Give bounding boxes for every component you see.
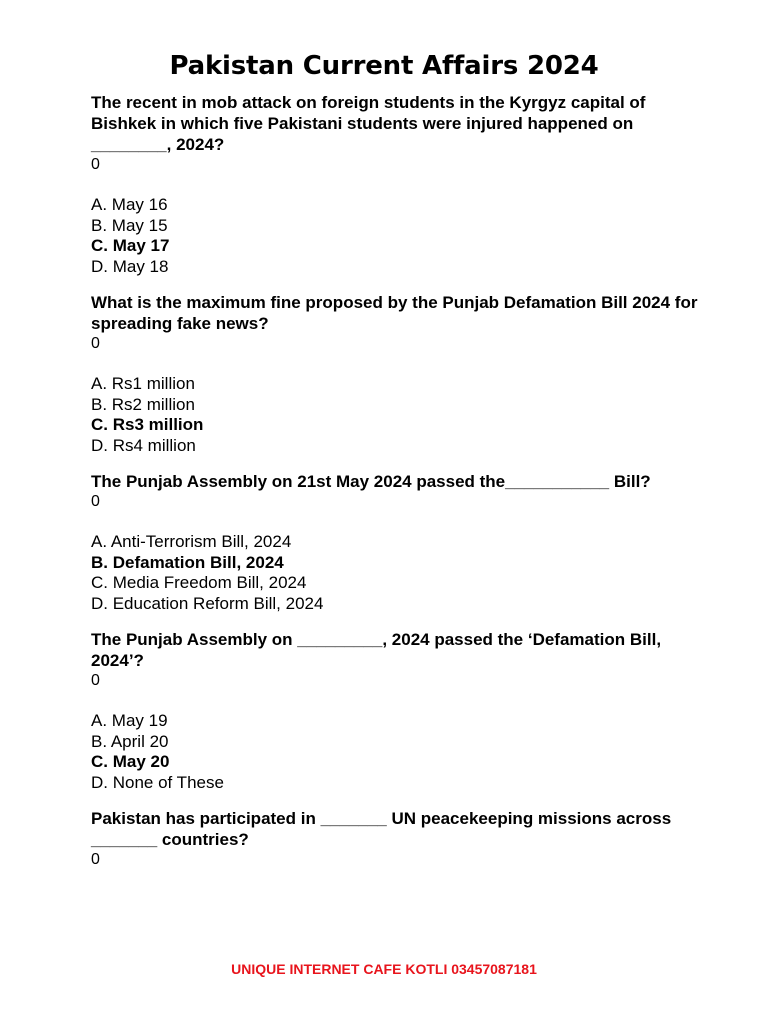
answer-count: 0 <box>91 851 100 868</box>
option-c: C. Media Freedom Bill, 2024 <box>91 573 307 592</box>
option-b-correct: B. Defamation Bill, 2024 <box>91 552 284 572</box>
option-b: B. May 15 <box>91 215 168 235</box>
page-title: Pakistan Current Affairs 2024 <box>169 51 599 81</box>
question-5 <box>91 808 701 870</box>
option-a: A. Anti-Terrorism Bill, 2024 <box>91 532 292 551</box>
answer-count: 0 <box>91 672 100 689</box>
footer-contact: UNIQUE INTERNET CAFE KOTLI 03457087181 <box>231 961 537 977</box>
option-c-correct: C. May 17 <box>91 236 170 255</box>
option-d: D. May 18 <box>91 256 169 276</box>
question-1 <box>91 92 701 277</box>
answer-count: 0 <box>91 493 100 510</box>
option-d: D. None of These <box>91 772 224 792</box>
option-a: A. Rs1 million <box>91 374 195 393</box>
question-3 <box>91 471 701 614</box>
question-text: Pakistan has participated in _______ UN peacekeeping missions across _______ countries? <box>91 809 672 849</box>
answer-count: 0 <box>91 156 100 173</box>
question-list <box>91 92 701 890</box>
option-d: D. Education Reform Bill, 2024 <box>91 593 324 613</box>
option-b: B. Rs2 million <box>91 394 195 414</box>
option-b: B. April 20 <box>91 731 169 751</box>
option-c-correct: C. May 20 <box>91 752 170 771</box>
question-4 <box>91 629 701 793</box>
question-text: The Punjab Assembly on 21st May 2024 passed the___________ Bill? <box>91 472 651 491</box>
question-2 <box>91 292 701 456</box>
answer-count: 0 <box>91 335 100 352</box>
question-text: What is the maximum fine proposed by the Punjab Defamation Bill 2024 for spreading fake news? <box>91 293 698 333</box>
option-c-correct: C. Rs3 million <box>91 415 204 434</box>
question-text: The recent in mob attack on foreign students in the Kyrgyz capital of Bishkek in which five Pakistani students were injured happened on ________, 2024? <box>91 93 646 154</box>
option-a: A. May 16 <box>91 195 168 214</box>
option-d: D. Rs4 million <box>91 435 196 455</box>
question-text: The Punjab Assembly on _________, 2024 passed the ‘Defamation Bill, 2024’? <box>91 630 662 670</box>
option-a: A. May 19 <box>91 711 168 730</box>
